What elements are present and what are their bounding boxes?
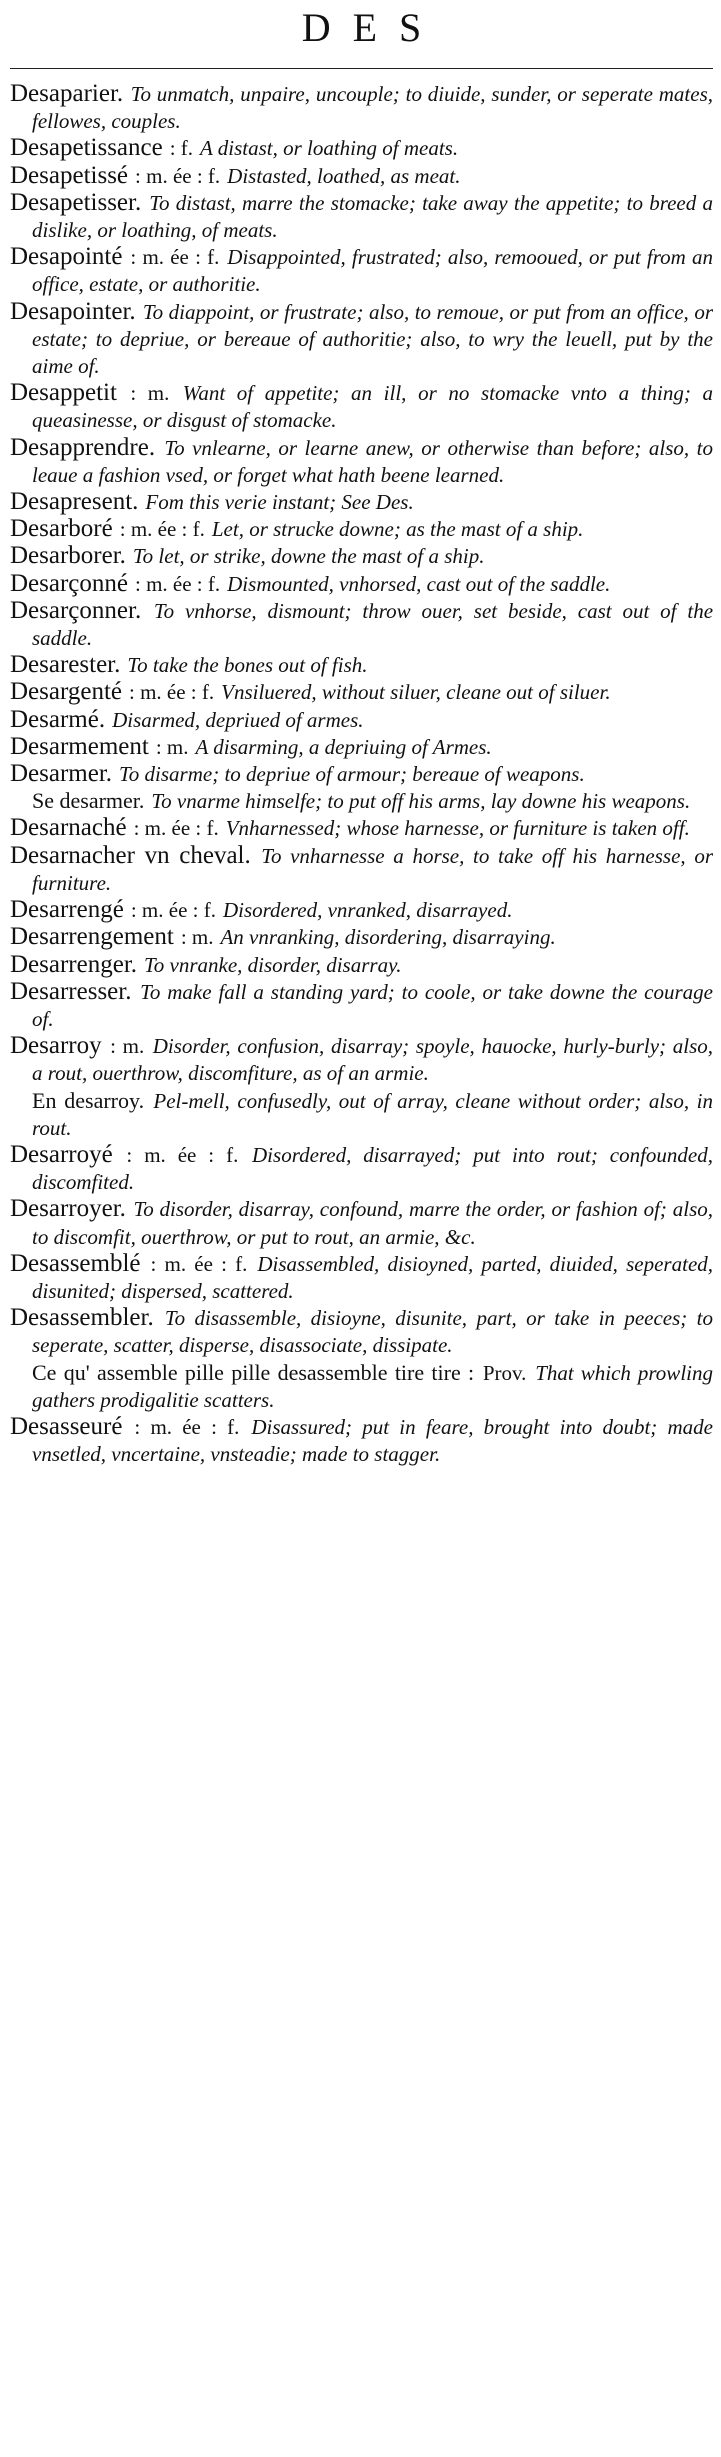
dictionary-entry <box>10 1414 713 1468</box>
dictionary-entry <box>10 924 713 951</box>
definition: To let, or strike, downe the mast of a ship. <box>132 544 485 569</box>
headword: Desarroyer. <box>10 1195 126 1223</box>
dictionary-entry <box>10 679 713 706</box>
definition: Vnsiluered, without siluer, cleane out of siluer. <box>221 680 611 705</box>
definition: Dismounted, vnhorsed, cast out of the saddle. <box>227 571 611 596</box>
headword: En desarroy. <box>32 1087 145 1113</box>
dictionary-entry <box>10 244 713 298</box>
grammar-label: : m. ée : f. <box>134 1414 240 1439</box>
definition: To disorder, disarray, confound, marre the order, or fashion of; also, to discomfit, ouerthrow, or put to rout, an armie, &c. <box>32 1197 713 1249</box>
dictionary-entry <box>10 1033 713 1087</box>
definition: To unmatch, unpaire, uncouple; to diuide, sunder, or seperate mates, fellowes, couples. <box>32 82 713 134</box>
headword: Desapprendre. <box>10 433 156 461</box>
definition: Fom this verie instant; See Des. <box>145 490 414 515</box>
dictionary-entry <box>10 734 713 761</box>
dictionary-entry <box>10 815 713 842</box>
definition: To distast, marre the stomacke; take away the appetite; to breed a dislike, or loathing, of meats. <box>32 190 713 243</box>
grammar-label: : m. ée : f. <box>130 898 216 923</box>
headword: Desassembler. <box>10 1304 154 1332</box>
headword: Desasseuré <box>10 1412 123 1440</box>
grammar-label: : m. ée : f. <box>135 163 221 188</box>
headword: Desarresser. <box>10 977 132 1005</box>
definition: To disarme; to depriue of armour; bereaue of weapons. <box>119 762 585 787</box>
headword: Desapetissance <box>10 134 163 162</box>
grammar-label: : m. ée : f. <box>129 680 215 705</box>
headword: Desarnaché <box>10 814 127 842</box>
headword: Se desarmer. <box>32 788 145 814</box>
dictionary-entry <box>10 543 713 570</box>
definition: To make fall a standing yard; to coole, or take downe the courage of. <box>32 979 713 1031</box>
definition: To diappoint, or frustrate; also, to remoue, or put from an office, or estate; to depriue, or bereaue of authoritie; also, to wry the leuell, put by the aime of. <box>32 299 713 379</box>
grammar-label: : m. ée : f. <box>126 1142 239 1167</box>
headword: Desapetissé <box>10 161 129 189</box>
definition: Disassembled, disioyned, parted, diuided, seperated, disunited; dispersed, scattered. <box>32 1251 714 1303</box>
grammar-label: : m. ée : f. <box>119 517 205 542</box>
definition: That which prowling gathers prodigalitie scatters. <box>32 1360 713 1412</box>
definition: A distast, or loathing of meats. <box>200 136 459 161</box>
definition: An vnranking, disordering, disarraying. <box>220 925 556 950</box>
definition: To disassemble, disioyne, disunite, part, or take in peeces; to seperate, scatter, disperse, disassociate, dissipate. <box>32 1306 714 1358</box>
headword: Desarester. <box>10 651 121 679</box>
grammar-label: : m. <box>155 734 189 759</box>
definition: Disarmed, depriued of armes. <box>112 707 364 732</box>
headword: Desaparier. <box>10 80 124 107</box>
entry-list <box>10 81 713 1468</box>
definition: Disorder, confusion, disarray; spoyle, hauocke, hurly-burly; also, a rout, ouerthrow, discomfiture, as of an armie. <box>32 1034 713 1086</box>
sub-entry <box>10 1088 713 1142</box>
headword: Desappetit <box>10 379 117 407</box>
dictionary-entry <box>10 1196 713 1250</box>
dictionary-entry <box>10 135 713 162</box>
headword: Desapresent. <box>10 488 139 516</box>
dictionary-entry <box>10 897 713 924</box>
dictionary-entry <box>10 81 713 135</box>
dictionary-entry <box>10 516 713 543</box>
definition: To vnranke, disorder, disarray. <box>144 952 402 977</box>
headword: Desargenté <box>10 678 122 706</box>
headword: Desarborer. <box>10 542 126 570</box>
dictionary-entry <box>10 1142 713 1196</box>
headword: Ce qu' assemble pille pille desassemble tire tire : <box>32 1359 475 1385</box>
dictionary-entry <box>10 435 713 489</box>
grammar-label: : m. ée : f. <box>135 571 221 596</box>
headword: Desarçonner. <box>10 596 142 624</box>
grammar-label: : m. <box>110 1034 145 1059</box>
headword: Desarmé. <box>10 705 106 733</box>
headword: Desarrengement <box>10 923 174 951</box>
definition: Distasted, loathed, as meat. <box>227 163 461 188</box>
dictionary-entry <box>10 761 713 788</box>
headword: Desapetisser. <box>10 188 142 216</box>
definition: Vnharnessed; whose harnesse, or furniture is taken off. <box>225 816 690 841</box>
dictionary-entry <box>10 952 713 979</box>
headword: Desarnacher vn cheval. <box>10 841 251 869</box>
definition: A disarming, a depriuing of Armes. <box>195 734 492 759</box>
dictionary-entry <box>10 707 713 734</box>
definition: Let, or strucke downe; as the mast of a ship. <box>211 517 584 542</box>
definition: To take the bones out of fish. <box>127 653 368 678</box>
grammar-label: Prov. <box>482 1360 527 1385</box>
headword: Desapointer. <box>10 297 136 325</box>
dictionary-entry <box>10 380 713 434</box>
definition: Disassured; put in feare, brought into doubt; made vnsetled, vncertaine, vnsteadie; made to stagger. <box>32 1414 713 1467</box>
dictionary-entry <box>10 1305 713 1359</box>
headword: Desassemblé <box>10 1249 141 1277</box>
dictionary-entry <box>10 652 713 679</box>
grammar-label: : f. <box>169 136 194 161</box>
headword: Desarmement <box>10 732 149 760</box>
definition: To vnlearne, or learne anew, or otherwise than before; also, to leaue a fashion vsed, or forget what hath beene learned. <box>32 435 713 487</box>
headword: Desarrengé <box>10 896 124 924</box>
dictionary-entry <box>10 190 713 244</box>
dictionary-entry <box>10 489 713 516</box>
headword: Desarrenger. <box>10 950 138 978</box>
definition: Disordered, disarrayed; put into rout; confounded, discomfited. <box>32 1142 713 1195</box>
dictionary-entry <box>10 1251 713 1305</box>
headword: Desarmer. <box>10 760 113 788</box>
dictionary-entry <box>10 843 713 897</box>
headword: Desarroyé <box>10 1140 113 1168</box>
dictionary-entry <box>10 598 713 652</box>
grammar-label: : m. <box>180 925 214 950</box>
headword: Desarçonné <box>10 569 128 597</box>
page-header: DES <box>301 5 444 50</box>
definition: Want of appetite; an ill, or no stomacke vnto a thing; a queasinesse, or disgust of stomacke. <box>32 381 714 433</box>
grammar-label: : m. <box>130 381 170 406</box>
headword: Desapointé <box>10 243 123 271</box>
definition: To vnhorse, dismount; throw ouer, set beside, cast out of the saddle. <box>32 598 714 651</box>
dictionary-entry <box>10 571 713 598</box>
definition: To vnharnesse a horse, to take off his harnesse, or furniture. <box>32 843 713 895</box>
definition: Disordered, vnranked, disarrayed. <box>222 898 513 923</box>
headword: Desarboré <box>10 515 113 543</box>
sub-entry <box>10 788 713 815</box>
grammar-label: : m. ée : f. <box>130 245 220 270</box>
definition: To vnarme himselfe; to put off his arms, lay downe his weapons. <box>151 789 691 814</box>
grammar-label: : m. ée : f. <box>133 816 219 841</box>
dictionary-entry <box>10 979 713 1033</box>
definition: Disappointed, frustrated; also, remooued, or put from an office, estate, or authoritie. <box>32 245 714 297</box>
header-rule <box>10 68 713 69</box>
sub-entry <box>10 1360 713 1414</box>
definition: Pel-mell, confusedly, out of array, cleane without order; also, in rout. <box>32 1088 713 1140</box>
dictionary-entry <box>10 299 713 381</box>
grammar-label: : m. ée : f. <box>150 1251 248 1276</box>
headword: Desarroy <box>10 1032 102 1060</box>
dictionary-entry <box>10 163 713 190</box>
